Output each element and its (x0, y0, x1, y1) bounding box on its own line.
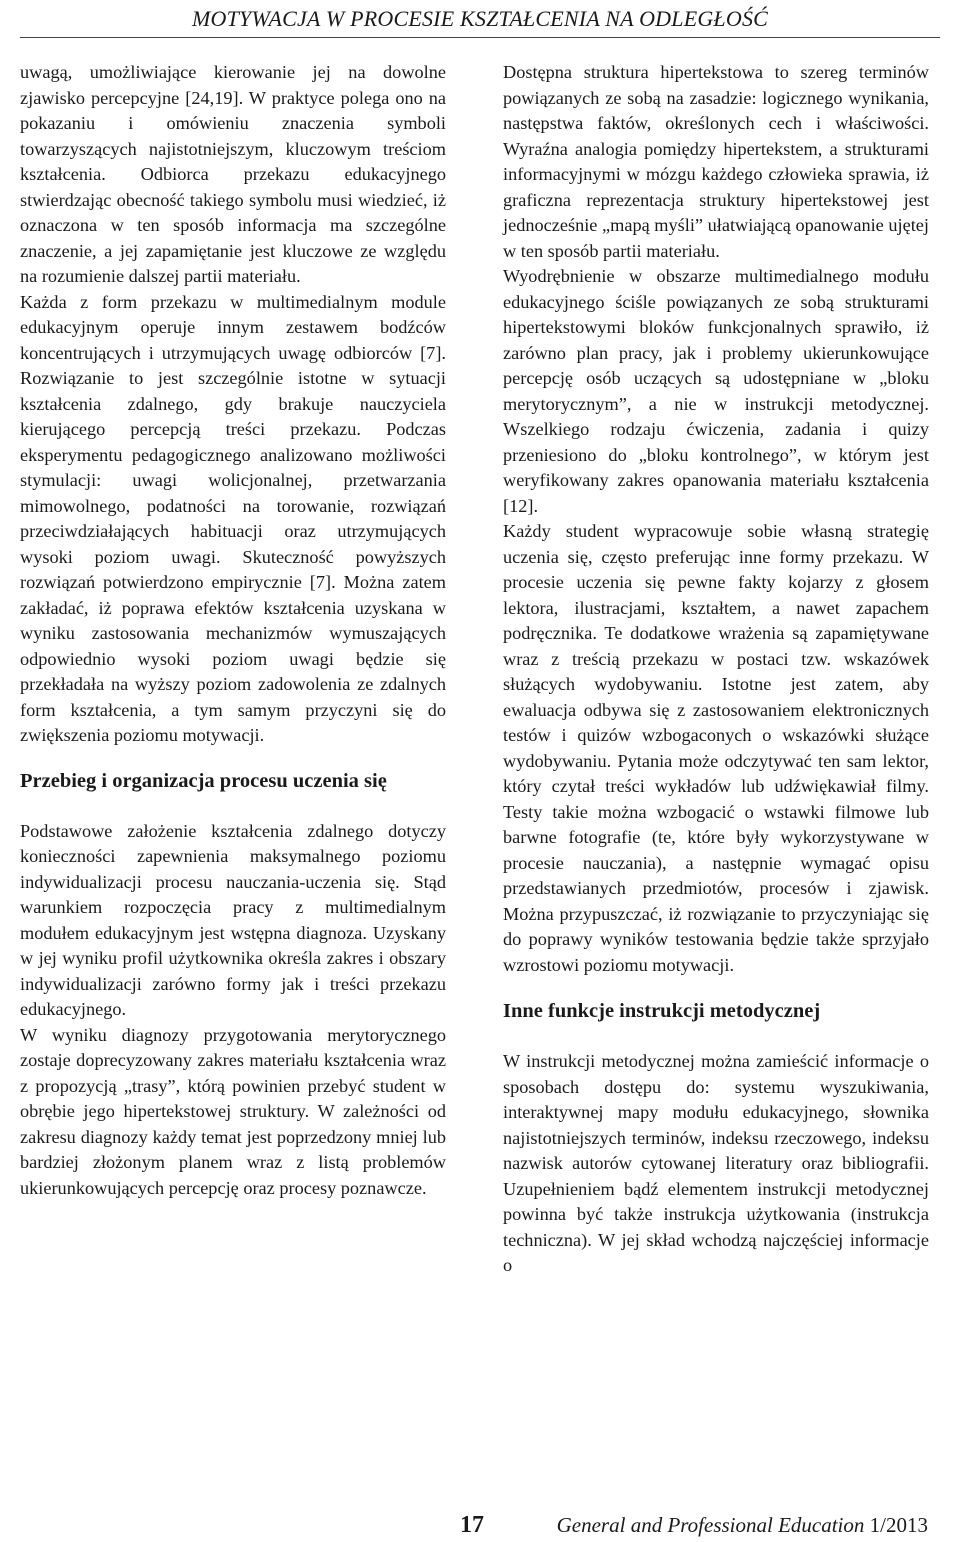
right-paragraph-2: Wyodrębnienie w obszarze multimedialnego modułu edukacyjnego ściśle powiązanych ze sobą strukturami hipertekstowymi bloków funkcjonalnych sprawiło, iż zarówno plan pracy, jak i problemy ukierunkowujące percepcję osób uczących są udostępniane w „bloku merytorycznym”, a nie w instrukcji metodycznej. Wszelkiego rodzaju ćwiczenia, zadania i quizy przeniesiono do „bloku kontrolnego”, w którym jest weryfikowany zakres opanowania materiału kształcenia [12]. (503, 266, 929, 516)
left-paragraph-3: Podstawowe założenie kształcenia zdalnego dotyczy konieczności zapewnienia maksymalnego poziomu indywidualizacji procesu nauczania-uczenia się. Stąd warunkiem rozpoczęcia pracy z multimedialnym modułem edukacyjnym jest wstępna diagnoza. Uzyskany w jej wyniku profil użytkownika określa zakres i obszary indywidualizacji zarówno formy jak i treści przekazu edukacyjnego. (20, 820, 446, 1019)
left-paragraph-1: uwagą, umożliwiające kierowanie jej na dowolne zjawisko percepcyjne [24,19]. W praktyce polega ono na pokazaniu i omówieniu znaczenia symboli towarzyszących najistotniejszym, kluczowym treściom kształcenia. Odbiorca przekazu edukacyjnego stwierdzając obecność takiego symbolu musi wiedzieć, iż oznaczona w ten sposób informacja ma szczególne znaczenie, a jej zapamiętanie jest kluczowe ze względu na rozumienie dalszej partii materiału. (20, 62, 446, 286)
right-column (503, 60, 929, 1279)
section-heading-learning-process: Przebieg i organizacja procesu uczenia się (20, 769, 387, 792)
left-column (20, 60, 446, 1201)
section-heading-other-functions: Inne funkcje instrukcji metodycznej (503, 1000, 821, 1022)
left-paragraph-2: Każda z form przekazu w multimedialnym module edukacyjnym operuje innym zestawem bodźców koncentrujących i utrzymujących uwagę odbiorców [7]. Rozwiązanie to jest szczególnie istotne w sytuacji kształcenia zdalnego, gdy brakuje nauczyciela kierującego percepcją treści przekazu. Podczas eksperymentu pedagogicznego analizowano możliwości stymulacji: uwagi wolicjonalnej, przetwarzania mimowolnego, podatności na torowanie, rozwiązań przeciwdziałających habituacji oraz utrzymujących wysoki poziom uwagi. Skuteczność powyższych rozwiązań potwierdzono empirycznie [7]. Można zatem zakładać, iż poprawa efektów kształcenia uzyskana w wyniku zastosowania mechanizmów wymuszających odpowiednio wysoki poziom uwagi będzie się przekładała na wyższy poziom zadowolenia ze zdalnych form kształcenia, a tym samym przyczyni się do zwiększenia poziomu motywacji. (20, 291, 446, 745)
header-divider (20, 37, 940, 38)
page-number: 17 (460, 1512, 484, 1538)
right-paragraph-3: Każdy student wypracowuje sobie własną strategię uczenia się, często preferując inne formy przekazu. W procesie uczenia się pewne fakty kojarzy z głosem lektora, ilustracjami, kształtem, a nawet zapachem podręcznika. Te dodatkowe wrażenia są zapamiętywane wraz z treścią przekazu w postaci tzw. wskazówek służących wydobywaniu. Istotne jest zatem, aby ewaluacja odbywa się z zastosowaniem elektronicznych testów i quizów wzbogaconych o wskazówki służące wydobywaniu. Pytania może odczytywać ten sam lektor, który czytał treści wykładów lub udźwiękawiał filmy. Testy takie można wzbogacić o wstawki filmowe lub barwne fotografie (te, które były wykorzystywane w procesie nauczania), a następnie wymagać opisu przedstawianych przedmiotów, procesów i zjawisk. Można przypuszczać, iż rozwiązanie to przyczyniając się do poprawy wyników testowania będzie także sprzyjało wzrostowi poziomu motywacji. (503, 521, 929, 975)
left-paragraph-4: W wyniku diagnozy przygotowania merytorycznego zostaje doprecyzowany zakres materiału kształcenia wraz z propozycją „trasy”, którą powinien przebyć student w obrębie jego hipertekstowej struktury. W zależności od zakresu diagnozy każdy temat jest poprzedzony mniej lub bardziej złożonym planem wraz z listą problemów ukierunkowujących percepcję oraz procesy poznawcze. (20, 1024, 446, 1198)
running-header: MOTYWACJA W PROCESIE KSZTAŁCENIA NA ODLEGŁOŚĆ (191, 6, 769, 31)
right-paragraph-1: Dostępna struktura hipertekstowa to szereg terminów powiązanych ze sobą na zasadzie: logicznego wynikania, następstwa faktów, określonych cech i właściwości. Wyraźna analogia pomiędzy hipertekstem, a strukturami informacyjnymi w mózgu każdego człowieka sprawia, iż graficzna reprezentacja struktury hipertekstowej jest jednocześnie „mapą myśli” ułatwiającą opanowanie ujętej w ten sposób partii materiału. (503, 62, 929, 261)
right-paragraph-4: W instrukcji metodycznej można zamieścić informacje o sposobach dostępu do: systemu wyszukiwania, interaktywnej mapy modułu edukacyjnego, słownika najistotniejszych terminów, indeksu rzeczowego, indeksu nazwisk autorów cytowanej literatury oraz bibliografii. Uzupełnieniem bądź elementem instrukcji metodycznej powinna być także instrukcja użytkowania (instrukcja techniczna). W jej skład wchodzą najczęściej informacje o (503, 1051, 929, 1275)
journal-issue: 1/2013 (869, 1513, 928, 1537)
journal-name: General and Professional Education (556, 1513, 865, 1537)
journal-footer (557, 1513, 928, 1538)
